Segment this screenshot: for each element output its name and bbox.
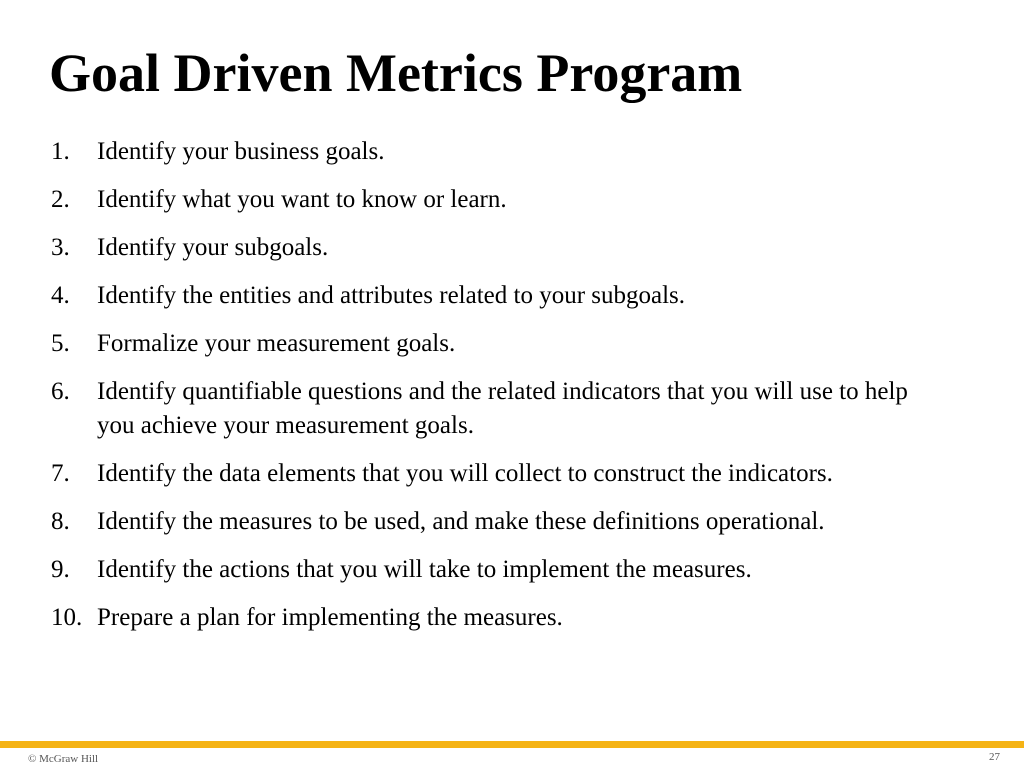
step-number: 7.	[51, 460, 70, 487]
list-item	[51, 327, 951, 361]
list-item	[51, 601, 951, 635]
step-number: 6.	[51, 378, 70, 405]
step-text: Identify the data elements that you will collect to construct the indicators.	[97, 460, 833, 487]
step-text: Identify your business goals.	[97, 138, 385, 165]
step-number: 3.	[51, 234, 70, 261]
list-item	[51, 279, 951, 313]
list-item	[51, 457, 951, 491]
step-text: Identify quantifiable questions and the related indicators that you will use to help you achieve your measurement goals.	[97, 378, 908, 439]
step-number: 2.	[51, 186, 70, 213]
list-item	[51, 183, 951, 217]
steps-list	[51, 135, 951, 649]
step-text: Identify your subgoals.	[97, 234, 329, 261]
step-number: 8.	[51, 508, 70, 535]
page-number: 27	[989, 751, 1000, 763]
list-item	[51, 375, 951, 443]
step-number: 4.	[51, 282, 70, 309]
step-number: 5.	[51, 330, 70, 357]
slide-title: Goal Driven Metrics Program	[49, 43, 743, 103]
list-item	[51, 505, 951, 539]
step-text: Prepare a plan for implementing the measures.	[97, 604, 563, 631]
step-number: 10.	[51, 604, 83, 631]
footer-accent-bar	[0, 741, 1024, 748]
step-text: Identify the measures to be used, and make these definitions operational.	[97, 508, 825, 535]
list-item	[51, 135, 951, 169]
list-item	[51, 231, 951, 265]
step-text: Formalize your measurement goals.	[97, 330, 456, 357]
step-text: Identify the actions that you will take to implement the measures.	[97, 556, 752, 583]
step-number: 1.	[51, 138, 70, 165]
step-number: 9.	[51, 556, 70, 583]
list-item	[51, 553, 951, 587]
step-text: Identify what you want to know or learn.	[97, 186, 507, 213]
copyright-text: © McGraw Hill	[28, 753, 99, 765]
step-text: Identify the entities and attributes related to your subgoals.	[97, 282, 686, 309]
